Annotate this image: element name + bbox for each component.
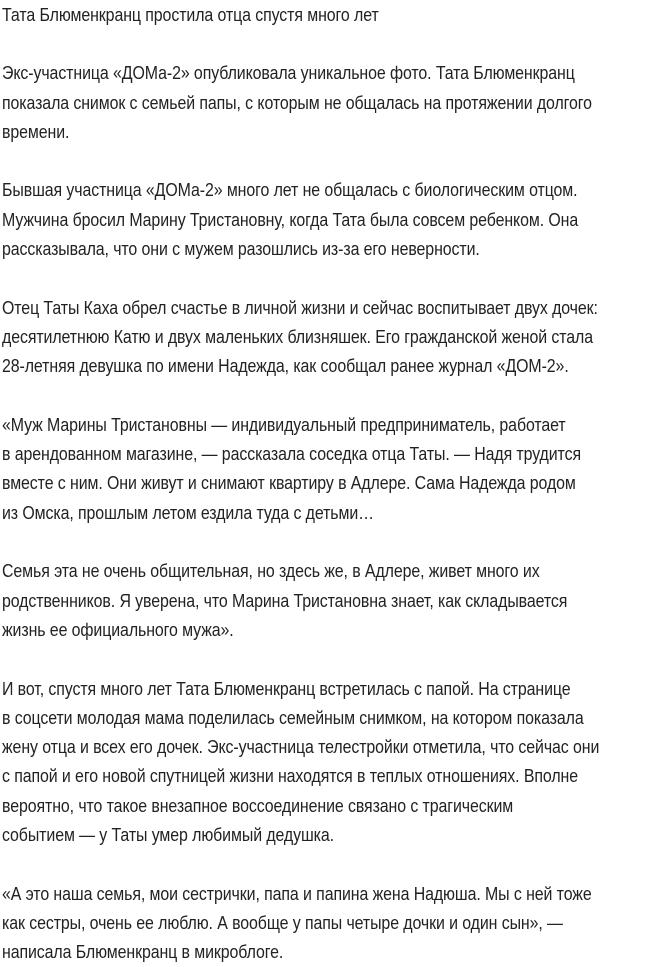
text-line: как сестры, очень ее люблю. А вообще у папы четыре дочки и один сын», — [2, 911, 563, 933]
spacer [2, 849, 656, 878]
spacer [2, 29, 656, 58]
text-line: времени. [2, 120, 70, 142]
text-line: десятилетнюю Катю и двух маленьких близняшек. Его гражданской женой стала [2, 325, 594, 347]
text-line: Бывшая участница «ДОМа-2» много лет не общалась с биологическим отцом. [2, 179, 578, 201]
paragraph-3 [2, 293, 656, 381]
article [2, 0, 656, 967]
text-line: написала Блюменкранц в микроблоге. [2, 941, 284, 963]
text-line: из Омска, прошлым летом ездила туда с детьми… [2, 501, 374, 523]
spacer [2, 527, 656, 556]
text-line: Экс-участница «ДОМа-2» опубликовала уникальное фото. Тата Блюменкранц [2, 62, 575, 84]
paragraph-6 [2, 674, 656, 850]
text-line: Мужчина бросил Марину Тристановну, когда Тата была совсем ребенком. Она [2, 208, 579, 230]
text-line: «А это наша семья, мои сестрички, папа и папина жена Надюша. Мы с ней тоже [2, 882, 592, 904]
text-line: вероятно, что такое внезапное воссоединение связано с трагическим [2, 794, 514, 816]
text-line: событием — у Таты умер любимый дедушка. [2, 824, 335, 846]
text-line: вместе с ним. Они живут и снимают квартиру в Адлере. Сама Надежда родом [2, 472, 576, 494]
text-line: Семья эта не очень общительная, но здесь же, в Адлере, живет много их [2, 560, 540, 582]
text-line: жизнь ее официального мужа». [2, 618, 234, 640]
article-title: Тата Блюменкранц простила отца спустя много лет [2, 4, 379, 25]
text-line: показала снимок с семьей папы, с которым не общалась на протяжении долгого [2, 91, 592, 113]
text-line: в арендованном магазине, — рассказала соседка отца Таты. — Надя трудится [2, 443, 581, 465]
text-line: жену отца и всех его дочек. Экс-участница телестройки отметила, что сейчас они [2, 736, 600, 758]
text-line: рассказывала, что они с мужем разошлись из-за его неверности. [2, 238, 480, 260]
text-line: в соцсети молодая мама поделилась семейным снимком, на котором показала [2, 706, 584, 728]
text-line: И вот, спустя много лет Тата Блюменкранц встретилась с папой. На странице [2, 677, 571, 699]
text-line: с папой и его новой спутницей жизни находятся в теплых отношениях. Вполне [2, 765, 578, 787]
spacer [2, 381, 656, 410]
text-line: «Муж Марины Тристановны — индивидуальный предприниматель, работает [2, 413, 566, 435]
spacer [2, 263, 656, 292]
text-line: родственников. Я уверена, что Марина Тристановна знает, как складывается [2, 589, 568, 611]
paragraph-1 [2, 58, 656, 146]
paragraph-7 [2, 879, 656, 967]
paragraph-2 [2, 175, 656, 263]
text-line: 28-летняя девушка по имени Надежда, как сообщал ранее журнал «ДОМ-2». [2, 355, 569, 377]
spacer [2, 644, 656, 673]
spacer [2, 146, 656, 175]
text-line: Отец Таты Каха обрел счастье в личной жизни и сейчас воспитывает двух дочек: [2, 296, 598, 318]
paragraph-4 [2, 410, 656, 527]
paragraph-5 [2, 556, 656, 644]
